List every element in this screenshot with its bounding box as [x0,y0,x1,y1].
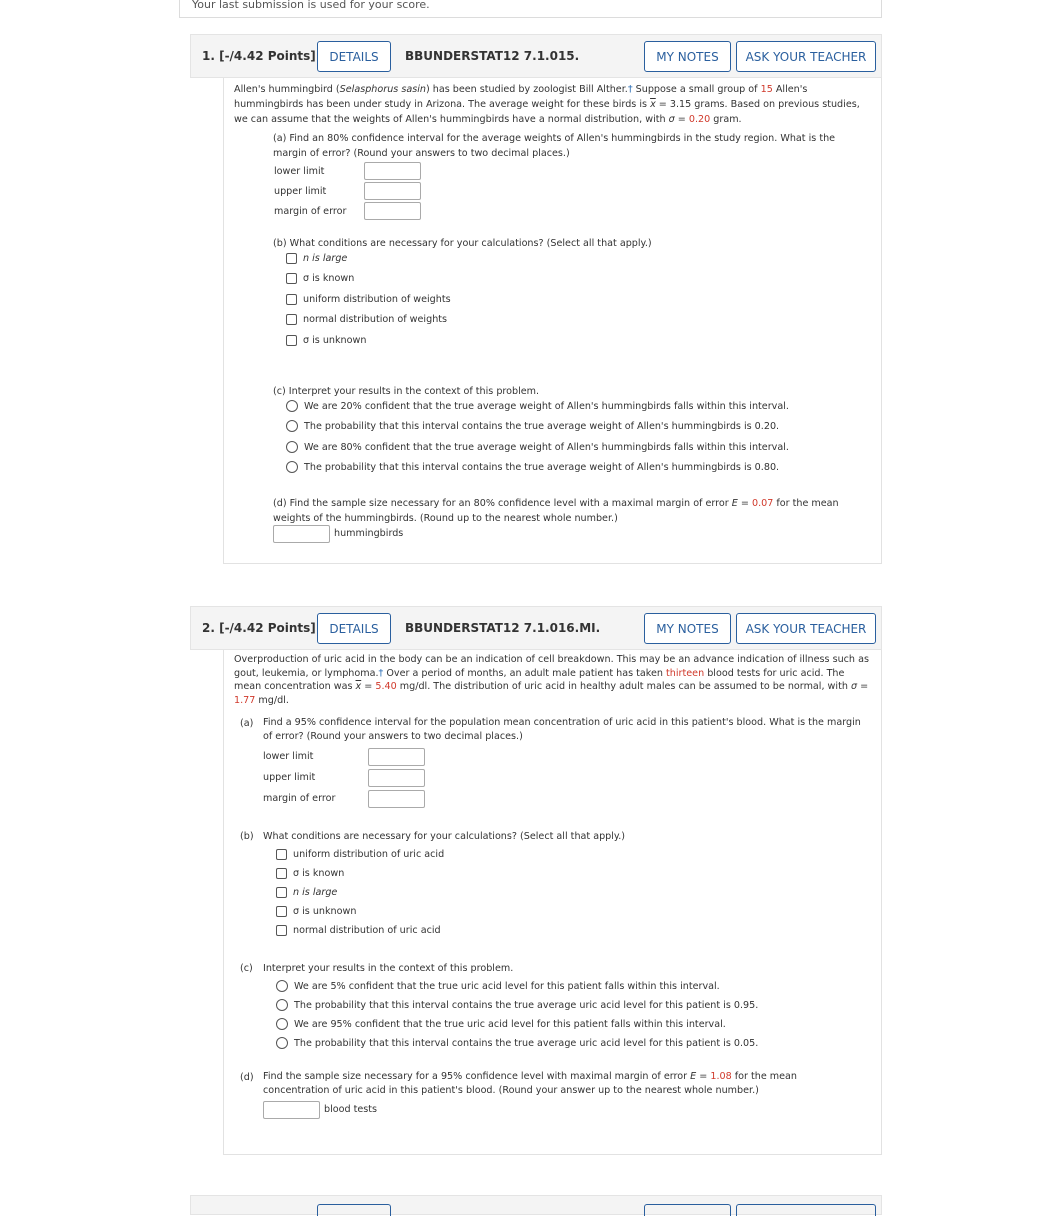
q1-intro: Allen's hummingbird (Selasphorus sasin) has been studied by zoologist Bill Alther.† Suppose a small group of 15 Allen's hummingbirds has been under study in Arizona. The average weight for these birds is $\overline{x} = 3.15$ grams. Based on previous studies, we can assume that the weights of Allen's hummingbirds have a normal distribution, with σ = 0.20 gram. [234,84,860,125]
q2-upper-limit-input[interactable] [368,769,425,787]
question-2-points: 2. [-/4.42 Points] [202,621,316,635]
radio-button[interactable] [286,441,298,453]
checkbox[interactable] [286,314,297,325]
q2-c-option[interactable]: We are 5% confident that the true uric acid level for this patient falls within this interval. [276,980,720,992]
q2-lower-limit-input[interactable] [368,748,425,766]
q1-details-button[interactable]: DETAILS [317,41,391,72]
q2-b-option[interactable]: uniform distribution of uric acid [276,849,444,860]
q1-my-notes-button[interactable]: MY NOTES [644,41,731,72]
question-2-header [190,606,882,650]
radio-button[interactable] [276,980,288,992]
q1-ask-teacher-button[interactable]: ASK YOUR TEACHER [736,41,876,72]
last-submission-text: Your last submission is used for your score. [192,0,430,11]
q2-part-d-tag: (d) [240,1072,254,1083]
q2-part-d-prompt: Find the sample size necessary for a 95% confidence level with maximal margin of error E = 1.08 for the mean concentration of uric acid in this patient's blood. (Round your answer up to the nearest whole number.) [263,1071,798,1096]
q2-part-a-tag: (a) [240,718,254,729]
q1-margin-error-label: margin of error [274,206,347,217]
q1-b-option[interactable]: uniform distribution of weights [286,294,451,305]
q1-c-option[interactable]: We are 20% confident that the true average weight of Allen's hummingbirds falls within this interval. [286,400,789,412]
q1-sample-size-unit: hummingbirds [334,528,404,539]
question-1-points: 1. [-/4.42 Points] [202,49,316,63]
q1-part-a-prompt: (a) Find an 80% confidence interval for the average weights of Allen's hummingbirds in the study region. What is the margin of error? (Round your answers to two decimal places.) [273,133,836,159]
q1-lower-limit-label: lower limit [274,166,325,177]
q2-b-option[interactable]: n is large [276,887,337,898]
radio-button[interactable] [286,400,298,412]
q1-part-c-prompt: (c) Interpret your results in the context of this problem. [273,386,540,397]
q2-b-option[interactable]: normal distribution of uric acid [276,925,441,936]
q1-c-option[interactable]: The probability that this interval contains the true average weight of Allen's hummingbirds is 0.20. [286,420,779,432]
q2-part-c-prompt: Interpret your results in the context of this problem. [263,963,514,974]
q1-b-option[interactable]: n is large [286,253,347,264]
q2-sample-size-unit: blood tests [324,1104,378,1115]
q1-sample-size-input[interactable] [273,525,330,543]
question-1-code: BBUNDERSTAT12 7.1.015. [405,49,580,63]
radio-button[interactable] [286,420,298,432]
q1-b-option[interactable]: normal distribution of weights [286,314,447,325]
q1-c-option[interactable]: The probability that this interval contains the true average weight of Allen's hummingbirds is 0.80. [286,461,779,473]
radio-button[interactable] [276,1037,288,1049]
q1-part-b-prompt: (b) What conditions are necessary for your calculations? (Select all that apply.) [273,238,652,249]
radio-button[interactable] [276,999,288,1011]
dagger-footnote-link[interactable]: † [378,667,384,679]
q2-part-a-prompt: Find a 95% confidence interval for the population mean concentration of uric acid in this patient's blood. What is the margin of error? (Round your answers to two decimal places.) [263,717,861,742]
q2-part-c-tag: (c) [240,963,253,974]
q2-details-button[interactable]: DETAILS [317,613,391,644]
checkbox[interactable] [276,849,287,860]
q1-upper-limit-input[interactable] [364,182,421,200]
checkbox[interactable] [276,887,287,898]
dagger-footnote-link[interactable]: † [627,84,633,95]
checkbox[interactable] [276,868,287,879]
checkbox[interactable] [276,925,287,936]
q2-my-notes-button[interactable]: MY NOTES [644,613,731,644]
q2-c-option[interactable]: The probability that this interval contains the true average uric acid level for this patient is 0.95. [276,999,758,1011]
q2-margin-error-input[interactable] [368,790,425,808]
q2-part-b-prompt: What conditions are necessary for your calculations? (Select all that apply.) [263,831,626,842]
checkbox[interactable] [286,335,297,346]
q2-intro: Overproduction of uric acid in the body can be an indication of cell breakdown. This may be an advance indication of illness such as gout, leukemia, or lymphoma.† Over a period of months, an adult male patient has taken thirteen blood tests for uric acid. The mean concentration was $\overline{x} = 5.40$ mg/dl. The distribution of uric acid in healthy adult males can be assumed to be normal, with σ = 1.77 mg/dl. [234,654,869,706]
q2-b-option[interactable]: σ is unknown [276,906,356,917]
checkbox[interactable] [286,273,297,284]
q2-upper-limit-label: upper limit [263,772,316,783]
q2-c-option[interactable]: We are 95% confident that the true uric acid level for this patient falls within this interval. [276,1018,726,1030]
question-1-header [190,34,882,78]
radio-button[interactable] [276,1018,288,1030]
checkbox[interactable] [276,906,287,917]
q2-part-b-tag: (b) [240,831,254,842]
last-submission-note [179,0,882,18]
question-2-code: BBUNDERSTAT12 7.1.016.MI. [405,621,601,635]
q2-b-option[interactable]: σ is known [276,868,344,879]
q2-margin-error-label: margin of error [263,793,336,804]
q1-part-d-prompt: (d) Find the sample size necessary for an 80% confidence level with a maximal margin of error E = 0.07 for the mean weights of the hummingbirds. (Round up to the nearest whole number.) [273,498,839,524]
question-3-header-partial [190,1195,882,1215]
q2-ask-teacher-button[interactable]: ASK YOUR TEACHER [736,613,876,644]
q1-lower-limit-input[interactable] [364,162,421,180]
q2-sample-size-input[interactable] [263,1101,320,1119]
radio-button[interactable] [286,461,298,473]
q1-c-option[interactable]: We are 80% confident that the true average weight of Allen's hummingbirds falls within this interval. [286,441,789,453]
q1-upper-limit-label: upper limit [274,186,327,197]
checkbox[interactable] [286,294,297,305]
q1-b-option[interactable]: σ is known [286,273,354,284]
q1-margin-error-input[interactable] [364,202,421,220]
q2-c-option[interactable]: The probability that this interval contains the true average uric acid level for this patient is 0.05. [276,1037,758,1049]
checkbox[interactable] [286,253,297,264]
q1-b-option[interactable]: σ is unknown [286,335,366,346]
q2-lower-limit-label: lower limit [263,751,314,762]
